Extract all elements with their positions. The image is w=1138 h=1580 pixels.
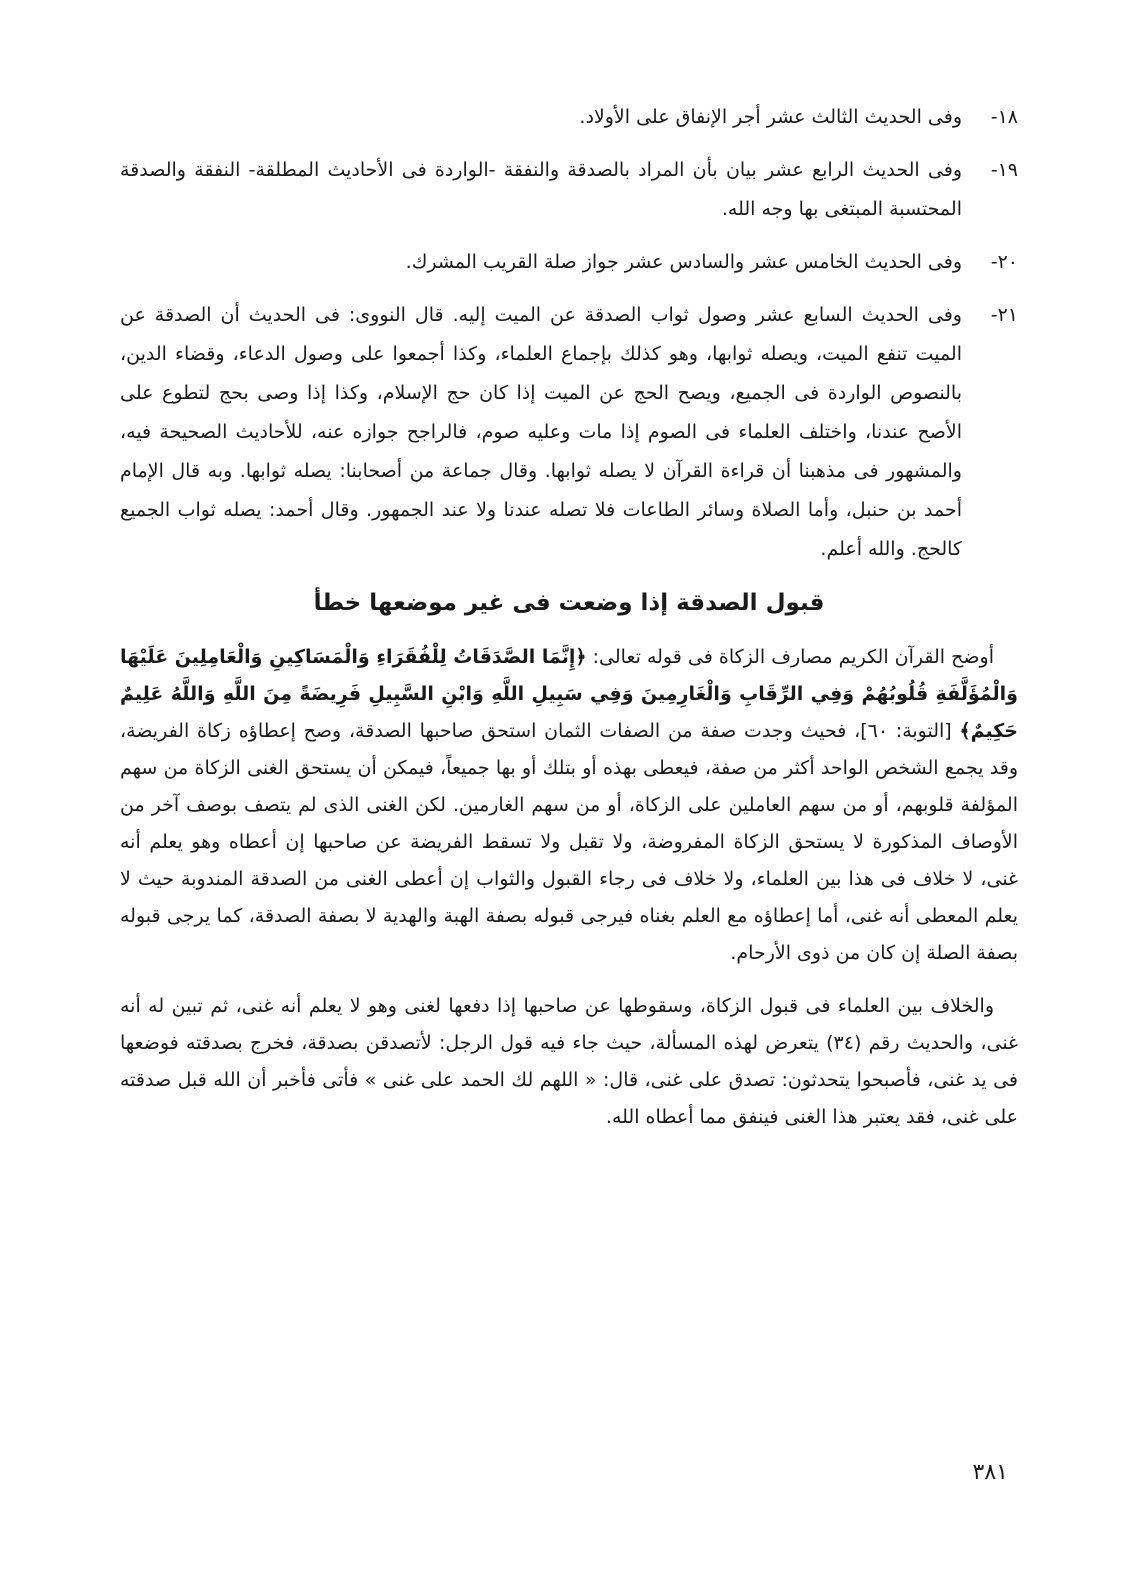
quran-verse: ﴿إِنَّمَا الصَّدَقَاتُ لِلْفُقَرَاءِ وَالْمَسَاكِينِ وَالْعَامِلِينَ عَلَيْهَا وَالْمُؤَلَّفَةِ قُلُوبُهُمْ وَفِي الرِّقَابِ وَالْغَارِمِينَ وَفِي سَبِيلِ اللَّهِ وَابْنِ السَّبِيلِ فَرِيضَةً مِنَ اللَّهِ وَاللَّهُ عَلِيمٌ حَكِيمٌ﴾ <box>120 646 1018 742</box>
item-text: وفى الحديث الثالث عشر أجر الإنفاق على الأولاد. <box>579 106 962 128</box>
list-item-19 <box>120 151 1018 229</box>
page-content <box>120 98 1018 1152</box>
item-text: وفى الحديث السابع عشر وصول ثواب الصدقة عن الميت إليه. قال النووى: فى الحديث أن الصدقة عن الميت تنفع الميت، ويصله ثوابها، وهو كذلك بإجماع العلماء، وكذا أجمعوا على وصول الدعاء، وقضاء الدين، بالنصوص الواردة فى الجميع، ويصح الحج عن الميت إذا كان حج الإسلام، وكذا إذا وصى بحج لتطوع على الأصح عندنا، واختلف العلماء فى الصوم إذا مات وعليه صوم، فالراجح جوازه عنه، للأحاديث الصحيحة فيه، والمشهور فى مذهبنا أن قراءة القرآن لا يصله ثوابها. وقال جماعة من أصحابنا: يصله ثوابها. وبه قال الإمام أحمد بن حنبل، وأما الصلاة وسائر الطاعات فلا تصله عندنا ولا عند الجمهور. وقال أحمد: يصله ثواب الجميع كالحج. والله أعلم. <box>120 304 962 560</box>
page-number: ٣٨١ <box>972 1460 1008 1485</box>
section-heading: قبول الصدقة إذا وضعت فى غير موضعها خطأ <box>313 590 825 616</box>
paragraph-body: [التوبة: ٦٠]، فحيث وجدت صفة من الصفات الثمان استحق صاحبها الصدقة، وصح إعطاؤه زكاة الفريضة، وقد يجمع الشخص الواحد أكثر من صفة، فيعطى بهذه أو بتلك أو بها جميعاً، فيمكن أن يستحق الغنى الزكاة من سهم المؤلفة قلوبهم، أو من سهم العاملين على الزكاة، أو من سهم الغارمين. لكن الغنى الذى لم يتصف بوصف آخر من الأوصاف المذكورة لا يستحق الزكاة المفروضة، ولا تقبل ولا تسقط الفريضة عن صاحبها إن أعطاه وهو يعلم أنه غنى، لا خلاف فى هذا بين العلماء، ولا خلاف فى رجاء القبول والثواب إن أعطى الغنى من الصدقة المندوبة حيث لا يعلم المعطى أنه غنى، أما إعطاؤه مع العلم بغناه فيرجى قبوله بصفة الهبة والهدية لا بصفة الصدقة، كما يرجى قبوله بصفة الصلة إن كان من ذوى الأرحام. <box>120 720 1018 964</box>
paragraph-zakat-recipients <box>120 639 1018 972</box>
item-text: وفى الحديث الرابع عشر بيان بأن المراد بالصدقة والنفقة -الواردة فى الأحاديث المطلقة- النفقة والصدقة المحتسبة المبتغى بها وجه الله. <box>120 159 962 220</box>
item-text: وفى الحديث الخامس عشر والسادس عشر جواز صلة القريب المشرك. <box>405 251 962 273</box>
item-number: ٢١- <box>990 304 1018 326</box>
item-number: ٢٠- <box>990 251 1018 273</box>
item-number: ١٩- <box>990 159 1018 181</box>
paragraph-scholars-disagreement: والخلاف بين العلماء فى قبول الزكاة، وسقوطها عن صاحبها إذا دفعها لغنى وهو لا يعلم أنه غنى، ثم تبين له أنه غنى، والحديث رقم (٣٤) يتعرض لهذه المسألة، حيث جاء فيه قول الرجل: لأتصدقن بصدقة، فخرج بصدقته فوضعها فى يد غنى، فأصبحوا يتحدثون: تصدق على غنى، قال: « اللهم لك الحمد على غنى » فأتى فأخبر أن الله قبل صدقته على غنى، فقد يعتبر هذا الغنى فينفق مما أعطاه الله. <box>120 995 1018 1128</box>
list-item-20 <box>120 243 1018 282</box>
list-item-18 <box>120 98 1018 137</box>
list-item-21 <box>120 296 1018 569</box>
item-number: ١٨- <box>990 106 1018 128</box>
paragraph-lead: أوضح القرآن الكريم مصارف الزكاة فى قوله تعالى: <box>586 646 994 668</box>
